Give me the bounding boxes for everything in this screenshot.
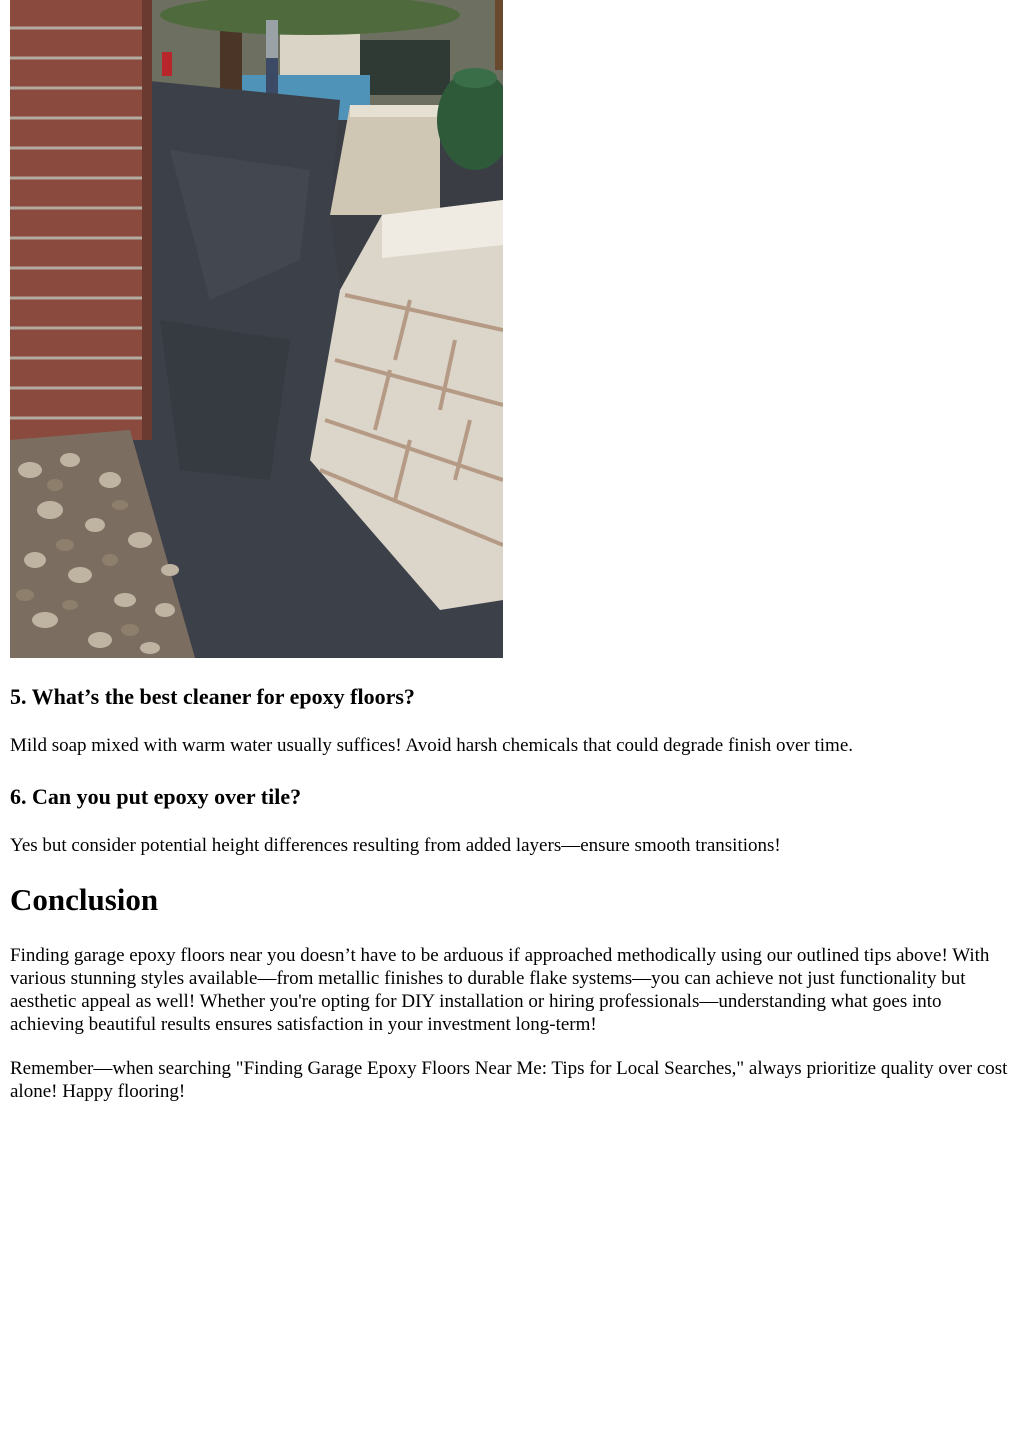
article-content (10, 0, 1014, 1102)
conclusion-paragraph-1: Finding garage epoxy floors near you doesn’t have to be arduous if approached methodically using our outlined tips above! With various stunning styles available—from metallic finishes to durable flake systems—you can achieve not just functionality but aesthetic appeal as well! Whether you're opting for DIY installation or hiring professionals—understanding what goes into achieving beautiful results ensures satisfaction in your investment long-term! (10, 945, 990, 1035)
conclusion-heading: Conclusion (10, 882, 159, 917)
faq-answer-6: Yes but consider potential height differences resulting from added layers—ensure smooth transitions! (10, 835, 781, 856)
faq-question-5: 5. What’s the best cleaner for epoxy floors? (10, 684, 415, 709)
conclusion-paragraph-2: Remember—when searching "Finding Garage Epoxy Floors Near Me: Tips for Local Searches," always prioritize quality over cost alone! Happy flooring! (10, 1058, 1008, 1102)
patio-epoxy-photo (10, 0, 503, 658)
faq-answer-5: Mild soap mixed with warm water usually suffices! Avoid harsh chemicals that could degrade finish over time. (10, 735, 854, 756)
faq-question-6: 6. Can you put epoxy over tile? (10, 784, 302, 809)
